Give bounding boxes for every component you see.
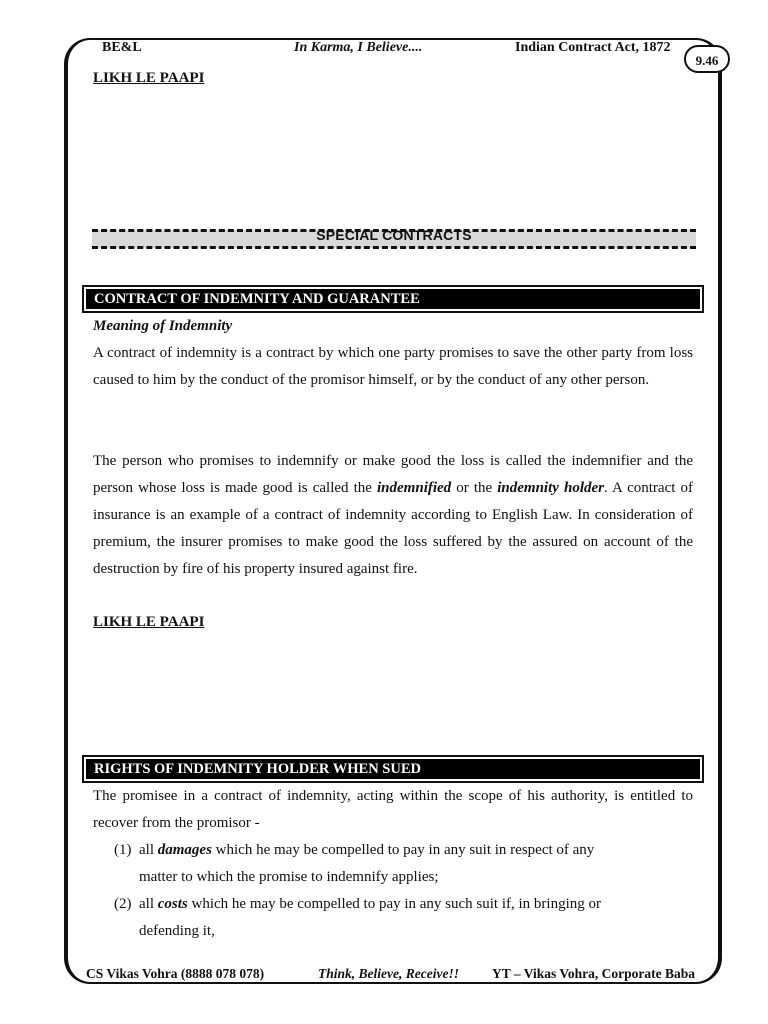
- term-indemnity-holder: indemnity holder: [497, 480, 605, 496]
- item-1-number: (1): [114, 842, 132, 858]
- term-indemnified: indemnified: [377, 480, 452, 496]
- rights-list-item-2: [114, 891, 694, 945]
- para2-text-c: . A contract of insurance is an example of a contract of indemnity according to English Law. In consideration of premium, the insurer promises to make good the loss suffered by the assured on account of the destruction by fire of his property insured against fire.: [93, 480, 693, 577]
- header-center: In Karma, I Believe....: [294, 40, 423, 55]
- section-heading-rights: [82, 755, 704, 783]
- item-2-text-a: all: [139, 896, 158, 912]
- item-1-text-b: which he may be compelled to pay in any suit in respect of any: [211, 842, 595, 858]
- item-2-number: (2): [114, 896, 132, 912]
- para2-text-b: or the: [451, 480, 498, 496]
- special-contracts-title: SPECIAL CONTRACTS: [316, 227, 472, 243]
- section-heading-indemnity-text: CONTRACT OF INDEMNITY AND GUARANTEE: [86, 289, 700, 309]
- item-2-text-b: which he may be compelled to pay in any such suit if, in bringing or: [187, 896, 601, 912]
- term-costs: costs: [157, 896, 188, 912]
- section-heading-rights-text: RIGHTS OF INDEMNITY HOLDER WHEN SUED: [86, 759, 700, 779]
- section-heading-indemnity: [82, 285, 704, 313]
- indemnifier-paragraph: [93, 448, 693, 583]
- footer-center: Think, Believe, Receive!!: [318, 966, 459, 981]
- header-left: BE&L: [102, 40, 142, 55]
- para2-text-a: The person who promises to indemnify or make good the loss is called the indemnifier and the person whose loss is made good is called the: [93, 453, 693, 496]
- footer-right: YT – Vikas Vohra, Corporate Baba: [492, 966, 696, 981]
- indemnity-definition-paragraph: A contract of indemnity is a contract by which one party promises to save the other party from loss caused to him by the conduct of the promisor himself, or by the conduct of any other person.: [93, 345, 693, 388]
- item-2-continuation: defending it,: [139, 923, 215, 939]
- meaning-of-indemnity-heading: Meaning of Indemnity: [93, 318, 233, 334]
- special-contracts-banner: [92, 224, 696, 252]
- rights-intro-paragraph: The promisee in a contract of indemnity, acting within the scope of his authority, is entitled to recover from the promisor -: [93, 788, 693, 831]
- item-1-continuation: matter to which the promise to indemnify applies;: [139, 869, 439, 885]
- page-number-badge: 9.46: [684, 45, 730, 73]
- term-damages: damages: [157, 842, 212, 858]
- item-1-text-a: all: [139, 842, 158, 858]
- dashed-rule-bottom: [92, 246, 696, 249]
- footer-left: CS Vikas Vohra (8888 078 078): [86, 966, 265, 981]
- likh-le-paapi-top: LIKH LE PAAPI: [93, 70, 205, 86]
- header-right: Indian Contract Act, 1872: [515, 40, 671, 55]
- likh-le-paapi-middle: LIKH LE PAAPI: [93, 614, 205, 630]
- rights-list-item-1: [114, 837, 694, 891]
